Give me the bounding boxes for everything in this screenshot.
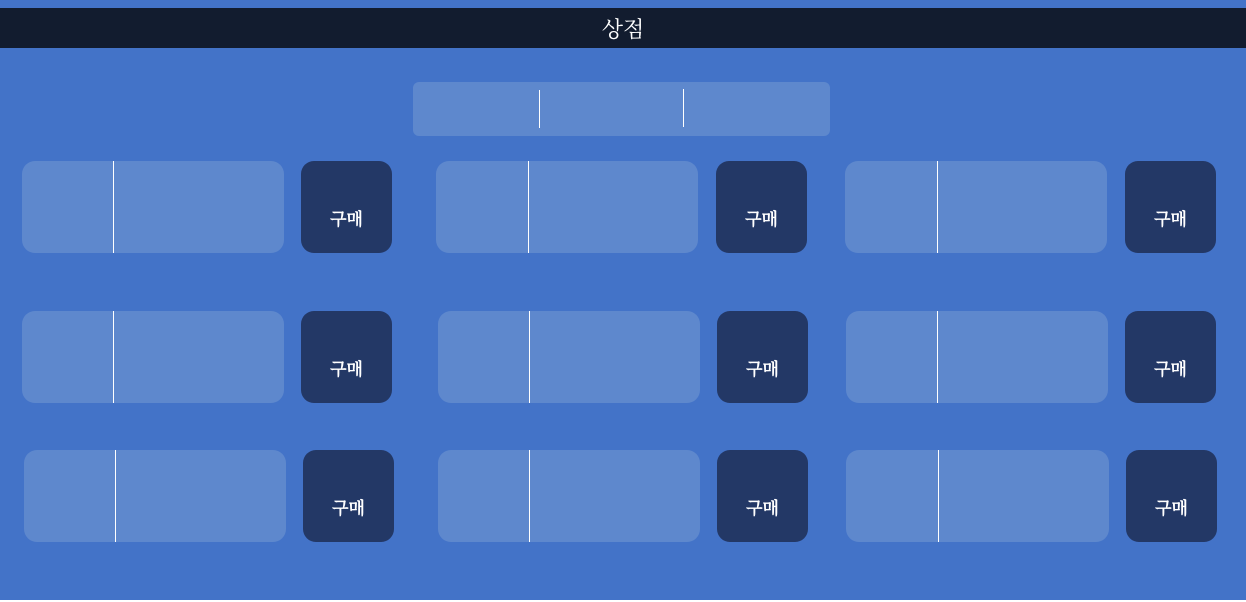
shop-header bbox=[0, 8, 1246, 48]
item-divider bbox=[529, 311, 530, 403]
buy-button[interactable]: 구매 bbox=[1126, 450, 1217, 542]
item-divider bbox=[115, 450, 116, 542]
buy-button[interactable]: 구매 bbox=[301, 311, 392, 403]
item-divider bbox=[937, 161, 938, 253]
shop-item-panel bbox=[846, 450, 1109, 542]
shop-item-panel bbox=[22, 311, 284, 403]
currency-divider bbox=[683, 89, 684, 127]
buy-button[interactable]: 구매 bbox=[1125, 311, 1216, 403]
item-divider bbox=[113, 161, 114, 253]
buy-button[interactable]: 구매 bbox=[716, 161, 807, 253]
shop-item-panel bbox=[22, 161, 284, 253]
item-divider bbox=[528, 161, 529, 253]
item-divider bbox=[529, 450, 530, 542]
shop-item-panel bbox=[845, 161, 1107, 253]
shop-item-panel bbox=[846, 311, 1108, 403]
buy-button[interactable]: 구매 bbox=[303, 450, 394, 542]
buy-button[interactable]: 구매 bbox=[717, 450, 808, 542]
item-divider bbox=[113, 311, 114, 403]
buy-button[interactable]: 구매 bbox=[301, 161, 392, 253]
shop-item-panel bbox=[438, 450, 700, 542]
buy-button[interactable]: 구매 bbox=[717, 311, 808, 403]
currency-bar bbox=[413, 82, 830, 136]
shop-item-panel bbox=[436, 161, 698, 253]
item-divider bbox=[937, 311, 938, 403]
currency-divider bbox=[539, 90, 540, 128]
buy-button[interactable]: 구매 bbox=[1125, 161, 1216, 253]
item-divider bbox=[938, 450, 939, 542]
shop-item-panel bbox=[438, 311, 700, 403]
shop-item-panel bbox=[24, 450, 286, 542]
page-title: 상점 bbox=[601, 17, 645, 43]
